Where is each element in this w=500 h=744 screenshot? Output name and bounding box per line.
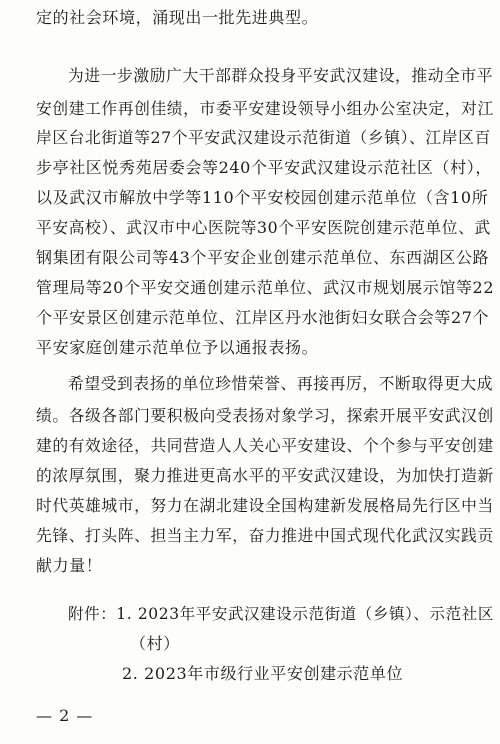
body-text-line: 岸区台北街道等27个平安武汉建设示范街道（乡镇）、江岸区百 [36, 128, 491, 147]
attachment-item-2: 2. 2023年市级行业平安创建示范单位 [122, 664, 404, 683]
body-text-line: 以及武汉市解放中学等110个平安校园创建示范单位（含10所 [36, 188, 489, 207]
body-text-line: 绩。各级各部门要积极向受表扬对象学习，探索开展平安武汉创 [36, 406, 494, 425]
body-text-line: 管理局等20个平安交通创建示范单位、武汉市规划展示馆等22 [36, 278, 495, 297]
body-text-line: 时代英雄城市，努力在湖北建设全国构建新发展格局先行区中当 [36, 496, 494, 515]
body-text-line: 步亭社区悦秀苑居委会等240个平安武汉建设示范社区（村）， [36, 158, 492, 177]
attachment-item-1: 附件：1. 2023年平安武汉建设示范街道（乡镇）、示范社区 [68, 605, 494, 623]
body-text-line: 平安高校）、武汉市中心医院等30个平安医院创建示范单位、武 [36, 218, 491, 237]
body-text-line: 希望受到表扬的单位珍惜荣誉、再接再厉，不断取得更大成 [68, 374, 494, 393]
body-text-line: 的浓厚氛围，聚力推进更高水平的平安武汉建设，为加快打造新 [36, 466, 494, 485]
body-text-line: 为进一步激励广大干部群众投身平安武汉建设，推动全市平 [68, 66, 494, 85]
body-text-line: 平安家庭创建示范单位予以通报表扬。 [36, 338, 319, 357]
body-text-line: 定的社会环境，涌现出一批先进典型。 [36, 8, 319, 27]
body-text-line: 献力量！ [36, 556, 103, 575]
body-text-line: 钢集团有限公司等43个平安企业创建示范单位、东西湖区公路 [36, 248, 490, 267]
page-number: — 2 — [36, 706, 94, 725]
body-text-line: 安创建工作再创佳绩，市委平安建设领导小组办公室决定，对江 [36, 99, 494, 118]
body-text-line: 建的有效途径，共同营造人人关心平安建设、个个参与平安创建 [36, 436, 494, 455]
body-text-line: 先锋、打头阵、担当主力军，奋力推进中国式现代化武汉实践贡 [36, 526, 494, 545]
body-text-line: 个平安景区创建示范单位、江岸区丹水池街妇女联合会等27个 [36, 308, 490, 327]
attachment-item-1-continued: （村） [130, 634, 180, 653]
